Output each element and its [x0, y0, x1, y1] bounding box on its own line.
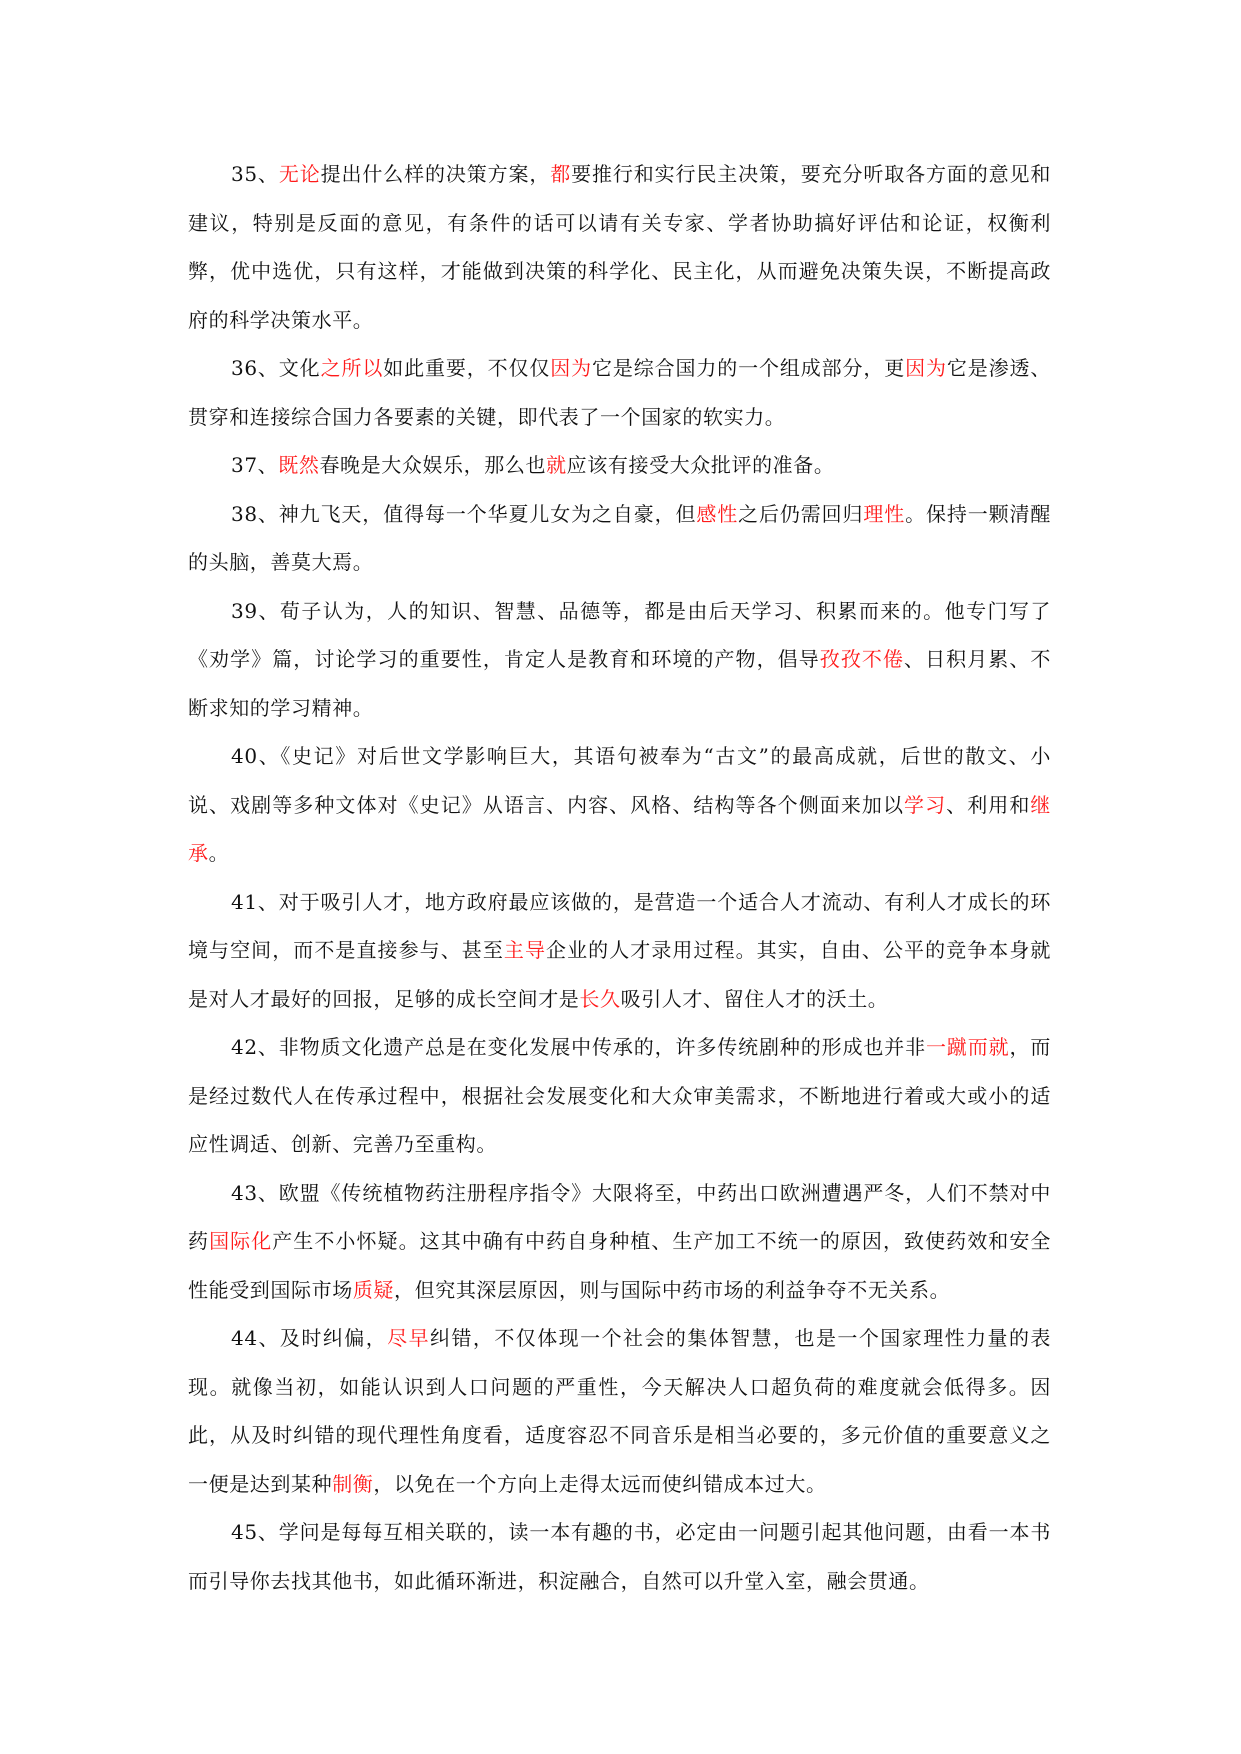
paragraph-text: 40、《史记》对后世文学影响巨大，其语句被奉为“古文”的最高成就，后世的散文、小说、戏剧等多种文体对《史记》从语言、内容、风格、结构等各个侧面来加以	[188, 744, 1051, 817]
highlighted-term: 质疑	[352, 1277, 395, 1302]
paragraph-text: ，但究其深层原因，则与国际中药市场的利益争夺不无关系。	[394, 1277, 951, 1302]
paragraph-text: 42、非物质文化遗产总是在变化发展中传承的，许多传统剧种的形成也并非	[231, 1035, 926, 1059]
paragraph-37	[188, 441, 1051, 490]
highlighted-term: 因为	[905, 356, 947, 380]
highlighted-term: 国际化	[209, 1229, 273, 1253]
paragraph-text: 37、	[231, 453, 279, 477]
paragraph-text: 39、荀子认为，人的知识、智慧、品德等，都是由后天学习、积累而来的。他专门写了《劝学》篇，讨论学习的重要性，肯定人是教育和环境的产物，倡导	[188, 598, 1051, 671]
paragraph-44	[188, 1314, 1051, 1508]
highlighted-term: 既然	[278, 453, 320, 477]
highlighted-term: 尽早	[387, 1326, 431, 1350]
paragraph-35	[188, 150, 1051, 344]
paragraph-text: 吸引人才、留住人才的沃土。	[620, 986, 889, 1011]
paragraph-text: 38、神九飞天，值得每一个华夏儿女为之自豪，但	[231, 501, 697, 526]
paragraph-text: 、利用和	[946, 792, 1031, 817]
paragraph-42	[188, 1023, 1051, 1169]
highlighted-term: 主导	[503, 938, 547, 962]
paragraph-text: 应该有接受大众批评的准备。	[566, 453, 835, 477]
paragraph-text: 。	[208, 841, 230, 865]
highlighted-term: 就	[546, 453, 567, 477]
paragraph-41	[188, 878, 1051, 1024]
paragraph-text: 45、学问是每每互相关联的，读一本有趣的书，必定由一问题引起其他问题，由看一本书而引导你去找其他书，如此循环渐进，积淀融合，自然可以升堂入室，融会贯通。	[188, 1520, 1051, 1593]
paragraph-text: ，以免在一个方向上走得太远而使纠错成本过大。	[373, 1471, 827, 1496]
paragraph-text: 提出什么样的决策方案，	[320, 162, 551, 186]
paragraph-text: 41、对于吸引人才，地方政府最应该做的，是营造一个适合人才流动、有利人才成长的环境与空间，而不是直接参与、甚至	[188, 889, 1051, 962]
highlighted-term: 长久	[579, 986, 621, 1011]
paragraph-43	[188, 1169, 1051, 1315]
highlighted-term: 学习	[904, 792, 947, 817]
document-body	[188, 150, 1051, 1605]
paragraph-39	[188, 587, 1051, 733]
paragraph-text: ，而是经过数代人在传承过程中，根据社会发展变化和大众审美需求，不断地进行着或大或小的适应性调适、创新、完善乃至重构。	[188, 1035, 1051, 1156]
paragraph-text: 43、欧盟《传统植物药注册程序指令》大限将至，中药出口欧洲遭遇严冬，人们不禁对中药	[188, 1180, 1051, 1253]
paragraph-text: 纠错，不仅体现一个社会的集体智慧，也是一个国家理性力量的表现。就像当初，如能认识到人口问题的严重性，今天解决人口超负荷的难度就会低得多。因此，从及时纠错的现代理性角度看，适度容忍不同音乐是相当必要的，多元价值的重要意义之一便是达到某种	[188, 1326, 1051, 1496]
paragraph-text: 它是渗透、贯穿和连接综合国力各要素的关键，即代表了一个国家的软实力。	[188, 356, 1052, 429]
paragraph-45	[188, 1508, 1051, 1605]
paragraph-text: 企业的人才录用过程。其实，自由、公平的竞争本身就是对人才最好的回报，足够的成长空间才是	[188, 938, 1052, 1011]
paragraph-text: 35、	[231, 162, 279, 186]
highlighted-term: 之所以	[320, 356, 384, 380]
paragraph-text: 春晚是大众娱乐，那么也	[319, 453, 547, 477]
paragraph-text: 36、文化	[231, 356, 321, 380]
paragraph-36	[188, 344, 1051, 441]
highlighted-term: 制衡	[332, 1471, 374, 1496]
paragraph-40	[188, 732, 1051, 878]
highlighted-term: 孜孜不倦	[819, 647, 905, 671]
paragraph-text: 。保持一颗清醒的头脑，善莫大焉。	[188, 501, 1052, 574]
highlighted-term: 都	[550, 162, 572, 186]
highlighted-term: 一蹴而就	[926, 1035, 1010, 1059]
highlighted-term: 继承	[188, 792, 1052, 865]
paragraph-text: 它是综合国力的一个组成部分，更	[591, 356, 906, 380]
highlighted-term: 理性	[863, 501, 906, 526]
paragraph-text: 44、及时纠偏，	[231, 1326, 388, 1350]
highlighted-term: 无论	[278, 162, 321, 186]
paragraph-text: 如此重要，不仅仅	[383, 356, 551, 380]
paragraph-38	[188, 490, 1051, 587]
highlighted-term: 因为	[550, 356, 592, 380]
highlighted-term: 感性	[696, 501, 739, 526]
paragraph-text: 要推行和实行民主决策，要充分听取各方面的意见和建议，特别是反面的意见，有条件的话可以请有关专家、学者协助搞好评估和论证，权衡利弊，优中选优，只有这样，才能做到决策的科学化、民主化，从而避免决策失误，不断提高政府的科学决策水平。	[188, 162, 1052, 332]
paragraph-text: 、日积月累、不断求知的学习精神。	[188, 647, 1052, 720]
paragraph-text: 产生不小怀疑。这其中确有中药自身种植、生产加工不统一的原因，致使药效和安全性能受到国际市场	[188, 1229, 1051, 1302]
paragraph-text: 之后仍需回归	[738, 501, 864, 526]
